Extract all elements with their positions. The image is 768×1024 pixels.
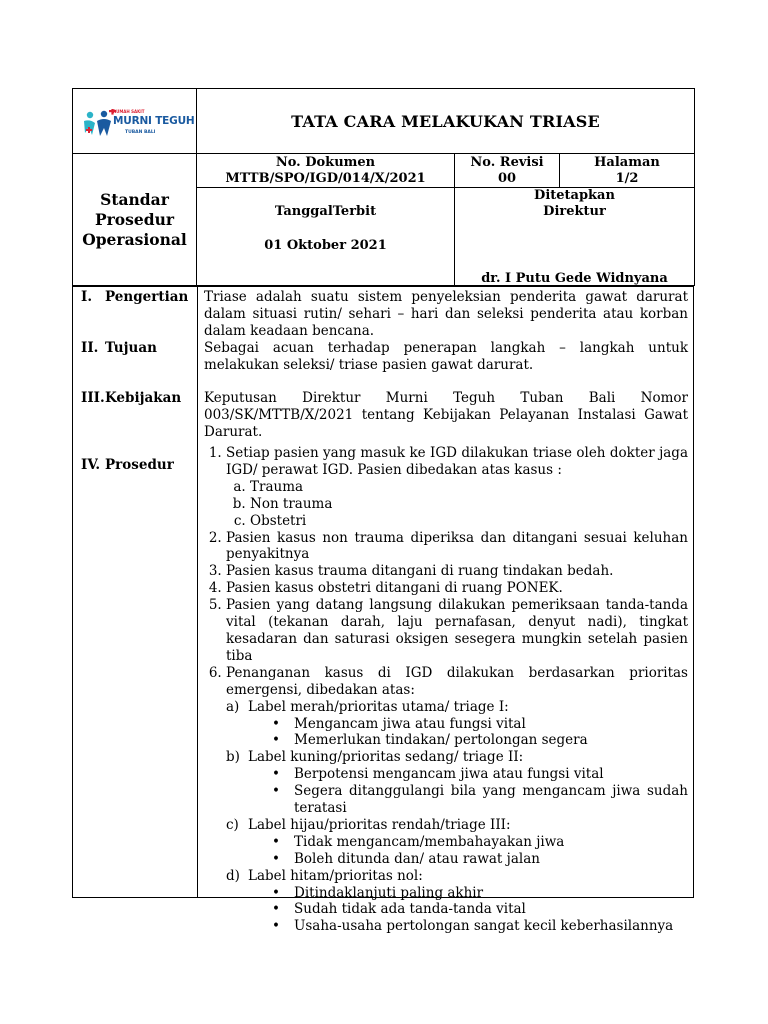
page-value: 1/2	[615, 170, 639, 186]
sop-label-cell	[73, 154, 197, 286]
criteria-item: • Boleh ditunda dan/ atau rawat jalan	[272, 851, 688, 868]
logo-rs-text: RUMAH SAKIT	[113, 109, 145, 114]
issue-date-label: TanggalTerbit	[274, 204, 377, 219]
header-table	[72, 88, 695, 286]
case-type-item: a. Trauma	[250, 479, 688, 496]
triage-label-black: d) Label hitam/prioritas nol: • Ditindaklanjuti paling akhir • Sudah tidak ada tanda-tanda vital • Usaha-usaha pertolongan sangat kecil keberhasilannya	[226, 868, 688, 936]
criteria-item: • Ditindaklanjuti paling akhir	[272, 885, 688, 902]
section-text-kebijakan: Keputusan Direktur Murni Teguh Tuban Bali Nomor 003/SK/MTTB/X/2021 tentang Kebijakan Pelayanan Instalasi Gawat Darurat.	[204, 390, 688, 440]
approval-cell	[455, 188, 695, 286]
triage-label-yellow: b) Label kuning/prioritas sedang/ triage II: • Berpotensi mengancam jiwa atau fungsi vital • Segera ditanggulangi bila yang mengancam jiwa sudah teratasi	[226, 749, 688, 817]
procedure-step-6: 6. Penanganan kasus di IGD dilakukan berdasarkan prioritas emergensi, dibedakan atas: a) Label merah/prioritas utama/ triage I: • Mengancam jiwa atau fungsi vital • Memerlukan tindakan/ pertolongan segera b) Label kuning/prioritas sedang/ triage II: • Berpotensi mengancam jiwa atau fungsi vital • Segera ditanggulangi bila yang mengancam jiwa sudah teratasi c) Label hijau/prioritas rendah/triage III: • Tidak mengancam/membahayakan jiwa • Boleh ditunda dan/ atau rawat jalan d) Label hitam/prioritas nol: • Ditindaklanjuti paling akhir • Sudah tidak ada tanda-tanda vital • Usaha-usaha pertolongan sangat kecil keberhasilannya	[226, 665, 688, 936]
procedure-list	[204, 445, 688, 935]
approved-label: Ditetapkan	[534, 188, 615, 203]
doc-number-label: No. Dokumen	[275, 154, 376, 170]
title-cell	[197, 89, 695, 154]
logo-brand-text: MURNI TEGUH	[113, 115, 195, 127]
procedure-step-3: 3. Pasien kasus trauma ditangani di ruang tindakan bedah.	[226, 563, 688, 580]
criteria-item: • Mengancam jiwa atau fungsi vital	[272, 716, 688, 733]
section-label-tujuan: II. Tujuan	[81, 340, 157, 356]
criteria-item: • Tidak mengancam/membahayakan jiwa	[272, 834, 688, 851]
family-icon	[83, 109, 117, 139]
procedure-step-1: 1. Setiap pasien yang masuk ke IGD dilakukan triase oleh dokter jaga IGD/ perawat IGD. Pasien dibedakan atas kasus : a. Trauma b. Non trauma c. Obstetri	[226, 445, 688, 530]
content-table	[72, 286, 694, 935]
approved-role: Direktur	[543, 204, 606, 219]
criteria-item: • Sudah tidak ada tanda-tanda vital	[272, 901, 688, 918]
section-label-pengertian: I. Pengertian	[81, 289, 189, 305]
revision-value: 00	[497, 170, 517, 186]
criteria-item: • Berpotensi mengancam jiwa atau fungsi vital	[272, 766, 688, 783]
triage-label-green: c) Label hijau/prioritas rendah/triage III: • Tidak mengancam/membahayakan jiwa • Boleh ditunda dan/ atau rawat jalan	[226, 817, 688, 868]
hospital-logo	[73, 89, 197, 153]
section-label-kebijakan: III.Kebijakan	[81, 390, 182, 406]
section-label-prosedur: IV. Prosedur	[81, 457, 174, 473]
sop-label: Standar Prosedur Operasional	[82, 189, 187, 249]
page-label: Halaman	[594, 154, 660, 170]
criteria-item: • Usaha-usaha pertolongan sangat kecil keberhasilannya	[272, 918, 688, 935]
procedure-step-4: 4. Pasien kasus obstetri ditangani di ruang PONEK.	[226, 580, 688, 597]
section-text-tujuan: Sebagai acuan terhadap penerapan langkah – langkah untuk melakukan seleksi/ triase pasien gawat darurat.	[204, 340, 688, 373]
section-text-pengertian: Triase adalah suatu sistem penyeleksian penderita gawat darurat dalam situasi rutin/ sehari – hari dan seleksi penderita atau korban dalam keadaan bencana.	[204, 289, 688, 339]
procedure-step-2: 2. Pasien kasus non trauma diperiksa dan ditangani sesuai keluhan penyakitnya	[226, 530, 688, 564]
case-type-item: b. Non trauma	[250, 496, 688, 513]
logo-cell	[73, 89, 197, 154]
revision-cell	[455, 154, 560, 188]
issue-date-value: 01 Oktober 2021	[264, 238, 387, 253]
logo-location-text: TUBAN BALI	[125, 130, 156, 135]
revision-label: No. Revisi	[470, 154, 544, 170]
criteria-item: • Memerlukan tindakan/ pertolongan segera	[272, 732, 688, 749]
triage-label-red: a) Label merah/prioritas utama/ triage I: • Mengancam jiwa atau fungsi vital • Memerlukan tindakan/ pertolongan segera	[226, 699, 688, 750]
doc-number-value: MTTB/SPO/IGD/014/X/2021	[225, 170, 426, 186]
procedure-step-5: 5. Pasien yang datang langsung dilakukan pemeriksaan tanda-tanda vital (tekanan darah, laju pernafasan, denyut nadi), tingkat kesadaran dan saturasi oksigen sesegera mungkin setelah pasien tiba	[226, 597, 688, 665]
doc-number-cell	[197, 154, 455, 188]
case-type-item: c. Obstetri	[250, 513, 688, 530]
director-name: dr. I Putu Gede Widnyana	[481, 271, 668, 286]
page-number-cell	[560, 154, 695, 188]
document-title: TATA CARA MELAKUKAN TRIASE	[291, 111, 600, 131]
column-divider	[197, 287, 198, 897]
criteria-item: • Segera ditanggulangi bila yang mengancam jiwa sudah teratasi	[272, 783, 688, 817]
issue-date-cell	[197, 188, 455, 286]
